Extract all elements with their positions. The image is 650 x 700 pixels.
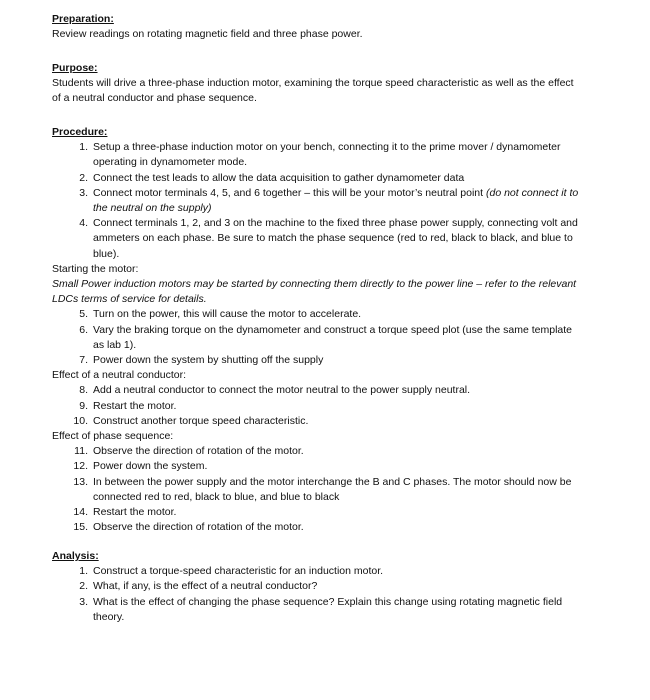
step-text: What is the effect of changing the phase sequence? Explain this change using rotating magnetic field theory.: [93, 595, 563, 623]
list-item: [52, 140, 582, 170]
list-item: [52, 564, 582, 579]
procedure-heading: Procedure:: [52, 126, 108, 138]
list-item: [52, 186, 582, 216]
purpose-heading: Purpose:: [52, 62, 98, 74]
list-item: [52, 595, 582, 625]
step-number: 7.: [79, 354, 88, 367]
list-item: [52, 323, 582, 353]
list-item: [52, 216, 582, 262]
step-number: 12.: [73, 460, 88, 473]
analysis-heading: Analysis:: [52, 550, 99, 562]
step-number: 1.: [79, 141, 88, 154]
list-item: [52, 579, 582, 594]
list-item: [52, 414, 582, 429]
purpose-section: [52, 61, 582, 107]
step-number: 6.: [79, 323, 88, 336]
step-text: Observe the direction of rotation of the motor.: [93, 521, 304, 534]
preparation-text: Review readings on rotating magnetic field and three phase power.: [52, 28, 363, 41]
step-number: 5.: [79, 308, 88, 321]
step-text: Construct a torque-speed characteristic for an induction motor.: [93, 565, 384, 578]
list-item: [52, 353, 582, 368]
step-text: Connect terminals 1, 2, and 3 on the machine to the fixed three phase power supply, connecting volt and ammeters on each phase. Be sure to match the phase sequence (red to red, black to black, and blue to blue).: [93, 217, 578, 260]
procedure-steps-phase: [52, 444, 582, 535]
procedure-section: [52, 125, 582, 535]
step-number: 13.: [73, 475, 88, 488]
starting-note: Small Power induction motors may be started by connecting them directly to the power line – refer to the relevant LDCs terms of service for details.: [52, 278, 577, 306]
step-number: 2.: [79, 171, 88, 184]
step-number: 11.: [74, 445, 88, 458]
list-item: [52, 399, 582, 414]
step-number: 4.: [79, 217, 88, 230]
step-text: Restart the motor.: [93, 399, 177, 412]
step-text: Setup a three-phase induction motor on your bench, connecting it to the prime mover / dynamometer operating in dynamometer mode.: [93, 141, 561, 169]
list-item: [52, 520, 582, 535]
step-number: 9.: [79, 399, 88, 412]
analysis-section: [52, 549, 582, 625]
step-text: What, if any, is the effect of a neutral conductor?: [93, 580, 318, 593]
preparation-heading: Preparation:: [52, 13, 114, 25]
step-text: Connect the test leads to allow the data acquisition to gather dynamometer data: [93, 171, 465, 184]
procedure-steps-start: [52, 307, 582, 368]
step-number: 10.: [73, 414, 88, 427]
list-item: [52, 171, 582, 186]
step-text: Construct another torque speed characteristic.: [93, 414, 309, 427]
list-item: [52, 475, 582, 505]
step-text: Restart the motor.: [93, 506, 177, 519]
step-number: 3.: [79, 186, 88, 199]
analysis-steps: [52, 564, 582, 625]
step-text: Power down the system by shutting off the supply: [93, 354, 324, 367]
step-text: Power down the system.: [93, 460, 208, 473]
step-text: Connect motor terminals 4, 5, and 6 together – this will be your motor’s neutral point: [93, 186, 484, 199]
step-note: (do not connect it to the neutral on the supply): [93, 186, 579, 215]
step-number: 14.: [73, 506, 88, 519]
phase-label: Effect of phase sequence:: [52, 430, 174, 443]
procedure-steps-neutral: [52, 383, 582, 429]
list-item: [52, 307, 582, 322]
procedure-steps-setup: [52, 140, 582, 262]
starting-label: Starting the motor:: [52, 262, 139, 275]
step-text: Add a neutral conductor to connect the motor neutral to the power supply neutral.: [93, 384, 471, 397]
step-number: 2.: [79, 580, 88, 593]
list-item: [52, 444, 582, 459]
step-text: Turn on the power, this will cause the motor to accelerate.: [93, 308, 362, 321]
purpose-text: Students will drive a three-phase induction motor, examining the torque speed characteristic as well as the effect of a neutral conductor and phase sequence.: [52, 77, 574, 105]
list-item: [52, 505, 582, 520]
list-item: [52, 459, 582, 474]
step-number: 1.: [79, 565, 88, 578]
step-text: Vary the braking torque on the dynamometer and construct a torque speed plot (use the same template as lab 1).: [93, 323, 573, 351]
neutral-label: Effect of a neutral conductor:: [52, 369, 187, 382]
step-text: Observe the direction of rotation of the motor.: [93, 445, 304, 458]
preparation-section: [52, 12, 582, 42]
step-number: 15.: [73, 521, 88, 534]
step-text: In between the power supply and the motor interchange the B and C phases. The motor should now be connected red to red, black to blue, and blue to black: [93, 475, 572, 503]
list-item: [52, 383, 582, 398]
step-number: 3.: [79, 595, 88, 608]
step-number: 8.: [79, 384, 88, 397]
